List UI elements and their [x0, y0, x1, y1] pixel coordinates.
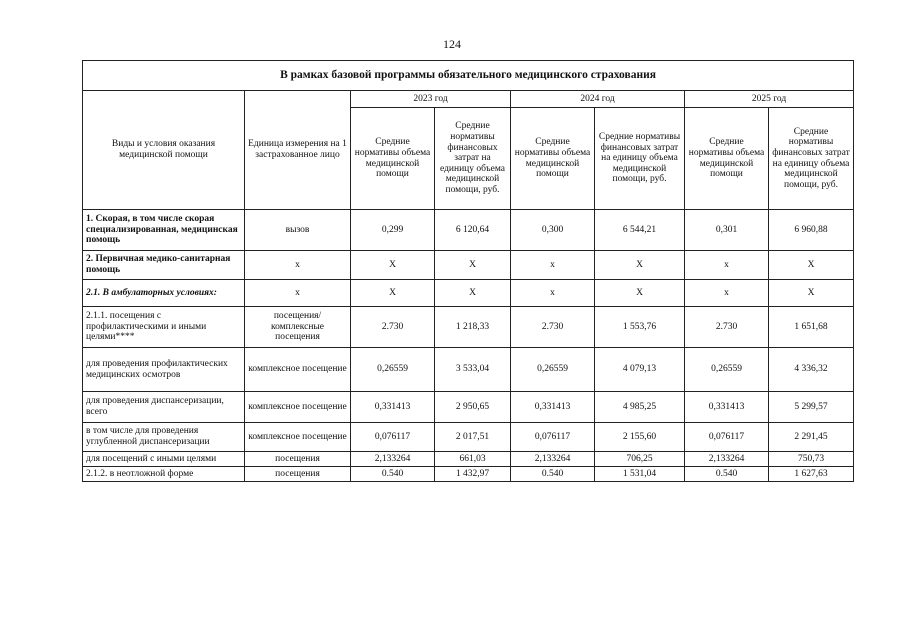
- cost-2025: 5 299,57: [769, 392, 854, 423]
- table-title-row: [83, 61, 854, 91]
- row-name: 2. Первичная медико-санитарная помощь: [83, 251, 245, 280]
- volume-2025: х: [685, 280, 769, 307]
- row-name: для посещений с иными целями: [83, 452, 245, 467]
- cost-2024: 4 985,25: [595, 392, 685, 423]
- subheader-cost-2023: Средние нормативы финансовых затрат на единицу объема медицинской помощи, руб.: [435, 108, 511, 210]
- row-unit: посещения: [245, 467, 351, 482]
- volume-2025: 0,301: [685, 210, 769, 251]
- program-title: В рамках базовой программы обязательного медицинского страхования: [83, 61, 854, 91]
- cost-2023: 3 533,04: [435, 348, 511, 392]
- volume-2025: 0,076117: [685, 423, 769, 452]
- cost-2025: Х: [769, 251, 854, 280]
- table-row: [83, 307, 854, 348]
- volume-2024: 0,331413: [511, 392, 595, 423]
- table-row: [83, 392, 854, 423]
- volume-2025: 2.730: [685, 307, 769, 348]
- column-header-kind: Виды и условия оказания медицинской помощи: [83, 91, 245, 210]
- row-unit: посещения/комплексные посещения: [245, 307, 351, 348]
- cost-2024: 4 079,13: [595, 348, 685, 392]
- volume-2025: х: [685, 251, 769, 280]
- row-name: в том числе для проведения углубленной диспансеризации: [83, 423, 245, 452]
- table-row: [83, 467, 854, 482]
- subheader-cost-2025: Средние нормативы финансовых затрат на единицу объема медицинской помощи, руб.: [769, 108, 854, 210]
- year-header-row: [83, 91, 854, 108]
- volume-2025: 2,133264: [685, 452, 769, 467]
- volume-2024: 2.730: [511, 307, 595, 348]
- volume-2023: 0.540: [351, 467, 435, 482]
- table-row: [83, 210, 854, 251]
- volume-2025: 0,331413: [685, 392, 769, 423]
- row-name: 2.1.1. посещения с профилактическими и иными целями****: [83, 307, 245, 348]
- cost-2023: 1 432,97: [435, 467, 511, 482]
- volume-2024: 0,26559: [511, 348, 595, 392]
- row-unit: комплексное посещение: [245, 423, 351, 452]
- volume-2024: 0.540: [511, 467, 595, 482]
- year-header-2023: 2023 год: [351, 91, 511, 108]
- cost-2024: 2 155,60: [595, 423, 685, 452]
- row-unit: х: [245, 251, 351, 280]
- volume-2024: х: [511, 280, 595, 307]
- volume-2023: 0,299: [351, 210, 435, 251]
- cost-2025: 1 651,68: [769, 307, 854, 348]
- volume-2023: 2.730: [351, 307, 435, 348]
- row-name: 1. Скорая, в том числе скорая специализированная, медицинская помощь: [83, 210, 245, 251]
- cost-2023: 661,03: [435, 452, 511, 467]
- row-unit: посещения: [245, 452, 351, 467]
- volume-2025: 0,26559: [685, 348, 769, 392]
- cost-2023: 1 218,33: [435, 307, 511, 348]
- cost-2024: 1 531,04: [595, 467, 685, 482]
- volume-2024: 0,300: [511, 210, 595, 251]
- subheader-volume-2024: Средние нормативы объема медицинской помощи: [511, 108, 595, 210]
- volume-2023: 0,331413: [351, 392, 435, 423]
- cost-2024: Х: [595, 251, 685, 280]
- table-row: [83, 280, 854, 307]
- cost-2025: 750,73: [769, 452, 854, 467]
- cost-2023: Х: [435, 280, 511, 307]
- volume-2023: Х: [351, 251, 435, 280]
- volume-2023: Х: [351, 280, 435, 307]
- table-row: [83, 251, 854, 280]
- cost-2025: Х: [769, 280, 854, 307]
- volume-2025: 0.540: [685, 467, 769, 482]
- medical-care-norms-table: [82, 60, 854, 482]
- volume-2024: 2,133264: [511, 452, 595, 467]
- column-header-unit: Единица измерения на 1 застрахованное лицо: [245, 91, 351, 210]
- row-name: 2.1.2. в неотложной форме: [83, 467, 245, 482]
- row-unit: комплексное посещение: [245, 348, 351, 392]
- subheader-volume-2023: Средние нормативы объема медицинской помощи: [351, 108, 435, 210]
- cost-2025: 1 627,63: [769, 467, 854, 482]
- table-row: [83, 423, 854, 452]
- cost-2025: 6 960,88: [769, 210, 854, 251]
- cost-2023: 2 017,51: [435, 423, 511, 452]
- row-unit: вызов: [245, 210, 351, 251]
- cost-2024: 6 544,21: [595, 210, 685, 251]
- cost-2024: Х: [595, 280, 685, 307]
- year-header-2024: 2024 год: [511, 91, 685, 108]
- table-row: [83, 348, 854, 392]
- row-unit: комплексное посещение: [245, 392, 351, 423]
- cost-2025: 4 336,32: [769, 348, 854, 392]
- volume-2024: 0,076117: [511, 423, 595, 452]
- row-name: 2.1. В амбулаторных условиях:: [83, 280, 245, 307]
- cost-2023: Х: [435, 251, 511, 280]
- cost-2025: 2 291,45: [769, 423, 854, 452]
- subheader-cost-2024: Средние нормативы финансовых затрат на единицу объема медицинской помощи, руб.: [595, 108, 685, 210]
- table-row: [83, 452, 854, 467]
- volume-2024: х: [511, 251, 595, 280]
- volume-2023: 2,133264: [351, 452, 435, 467]
- volume-2023: 0,26559: [351, 348, 435, 392]
- row-unit: х: [245, 280, 351, 307]
- cost-2023: 6 120,64: [435, 210, 511, 251]
- cost-2023: 2 950,65: [435, 392, 511, 423]
- cost-2024: 1 553,76: [595, 307, 685, 348]
- cost-2024: 706,25: [595, 452, 685, 467]
- year-header-2025: 2025 год: [685, 91, 854, 108]
- volume-2023: 0,076117: [351, 423, 435, 452]
- subheader-volume-2025: Средние нормативы объема медицинской помощи: [685, 108, 769, 210]
- row-name: для проведения диспансеризации, всего: [83, 392, 245, 423]
- row-name: для проведения профилактических медицинских осмотров: [83, 348, 245, 392]
- page-number: 124: [443, 37, 461, 51]
